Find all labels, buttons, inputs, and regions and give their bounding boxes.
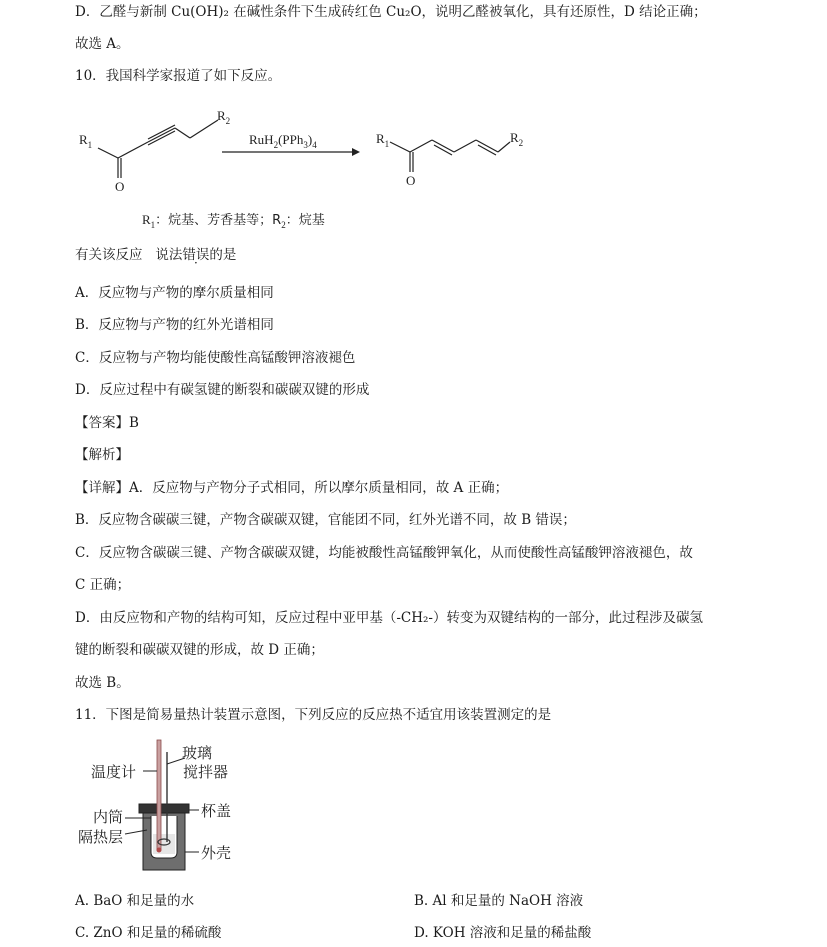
reaction-scheme bbox=[70, 100, 570, 240]
text-line: D．乙醛与新制 Cu(OH)₂ 在碱性条件下生成砖红色 Cu₂O，说明乙醛被氧化，具有还原性，D 结论正确； bbox=[75, 4, 707, 20]
q11-option-d: D. KOH 溶液和足量的稀盐酸 bbox=[414, 925, 592, 941]
oxygen-label: O bbox=[406, 173, 416, 188]
text-line: 故选 A。 bbox=[75, 36, 130, 52]
conclusion: 故选 B。 bbox=[75, 675, 130, 691]
q11-option-a: A. BaO 和足量的水 bbox=[75, 893, 195, 909]
label-shell: 外壳 bbox=[201, 846, 232, 862]
question-10-prompt: 有关该反应 说法错误的是 bbox=[75, 247, 237, 263]
r2-label: $R_2$ bbox=[217, 108, 231, 126]
r1-label: $R_1$ bbox=[79, 132, 93, 150]
q11-option-c: C. ZnO 和足量的稀硫酸 bbox=[75, 925, 222, 941]
option-a: A．反应物与产物的摩尔质量相同 bbox=[75, 285, 274, 301]
catalyst-label: $RuH_2(PPh_3)_4$ bbox=[249, 132, 317, 150]
label-inner-cup: 内筒 bbox=[93, 810, 124, 826]
question-10-title: 10．我国科学家报道了如下反应。 bbox=[75, 68, 282, 84]
label-lid: 杯盖 bbox=[201, 804, 232, 820]
option-c: C．反应物与产物均能使酸性高锰酸钾溶液褪色 bbox=[75, 350, 356, 366]
r2-label: $R_2$ bbox=[510, 130, 524, 148]
detail-a: 【详解】A．反应物与产物分子式相同，所以摩尔质量相同，故 A 正确； bbox=[75, 480, 509, 496]
r1-label: $R_1$ bbox=[376, 131, 390, 149]
detail-c-cont: C 正确； bbox=[75, 577, 131, 593]
q11-option-b: B. Al 和足量的 NaOH 溶液 bbox=[414, 893, 584, 909]
detail-d: D．由反应物和产物的结构可知，反应过程中亚甲基（-CH₂-）转变为双键结构的一部分，此过程涉及碳氢 bbox=[75, 610, 703, 626]
analysis-label: 【解析】 bbox=[75, 447, 129, 463]
detail-d-cont: 键的断裂和碳碳双键的形成，故 D 正确； bbox=[75, 642, 324, 658]
answer-label: 【答案】B bbox=[75, 415, 139, 431]
label-stirrer: 搅拌器 bbox=[183, 765, 229, 781]
calorimeter-diagram bbox=[75, 736, 275, 886]
oxygen-label: O bbox=[115, 179, 125, 194]
substituent-note: $R_1$：烷基、芳香基等；$R_2$：烷基 bbox=[142, 212, 325, 230]
question-11-title: 11．下图是简易量热计装置示意图，下列反应的反应热不适宜用该装置测定的是 bbox=[75, 707, 552, 723]
label-insulation: 隔热层 bbox=[78, 830, 124, 846]
label-glass: 玻璃 bbox=[182, 746, 213, 762]
detail-c: C．反应物含碳碳三键、产物含碳碳双键，均能被酸性高锰酸钾氧化，从而使酸性高锰酸钾溶液褪色，故 bbox=[75, 545, 693, 561]
option-b: B．反应物与产物的红外光谱相同 bbox=[75, 317, 274, 333]
detail-b: B．反应物含碳碳三键，产物含碳碳双键，官能团不同，红外光谱不同，故 B 错误； bbox=[75, 512, 576, 528]
option-d: D．反应过程中有碳氢键的断裂和碳碳双键的形成 bbox=[75, 382, 370, 398]
label-thermometer: 温度计 bbox=[91, 765, 137, 781]
